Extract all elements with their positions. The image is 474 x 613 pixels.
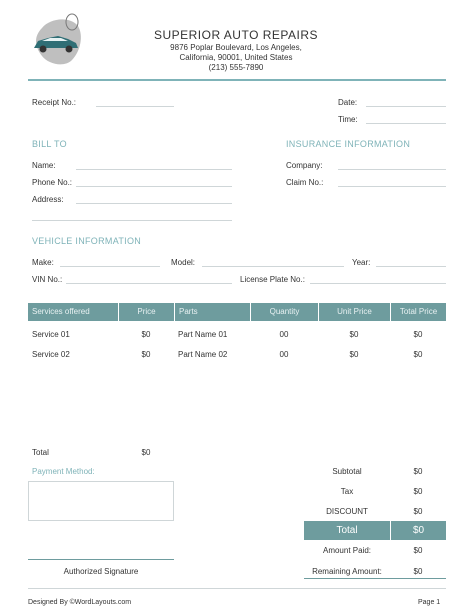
header-price: Price: [118, 303, 174, 321]
footer-designed-by: Designed By ©WordLayouts.com: [28, 599, 132, 606]
payment-method-label: Payment Method:: [32, 467, 95, 476]
tax-label: Tax: [340, 487, 354, 496]
signature-line[interactable]: [28, 559, 174, 560]
claim-number-label: Claim No.:: [286, 178, 324, 187]
row2-price: $0: [141, 350, 151, 359]
row1-part: Part Name 01: [178, 330, 228, 339]
row2-total-price: $0: [413, 350, 423, 359]
date-label: Date:: [338, 98, 358, 107]
header-total-price: Total Price: [390, 303, 446, 321]
footer-page: Page 1: [418, 599, 441, 606]
vin-field[interactable]: [66, 283, 232, 284]
remaining-amount-value: $0: [413, 567, 423, 576]
make-label: Make:: [32, 258, 54, 267]
row2-service: Service 02: [32, 350, 70, 359]
header-services: Services offered: [28, 303, 118, 321]
receipt-number-field[interactable]: [96, 106, 174, 107]
bill-address-field-2[interactable]: [32, 220, 232, 221]
model-label: Model:: [171, 258, 196, 267]
make-field[interactable]: [60, 266, 160, 267]
row2-quantity: 00: [279, 350, 289, 359]
claim-number-field[interactable]: [338, 186, 446, 187]
company-address-line2: California, 90001, United States: [179, 53, 293, 62]
amount-paid-label: Amount Paid:: [322, 546, 372, 555]
discount-label: DISCOUNT: [326, 507, 368, 516]
company-address-line1: 9876 Poplar Boulevard, Los Angeles,: [170, 43, 302, 52]
header-divider: [28, 79, 446, 81]
year-field[interactable]: [376, 266, 446, 267]
plate-label: License Plate No.:: [240, 275, 305, 284]
insurance-company-label: Company:: [286, 161, 323, 170]
discount-value: $0: [413, 507, 423, 516]
year-label: Year:: [352, 258, 371, 267]
vehicle-heading: VEHICLE INFORMATION: [32, 236, 142, 246]
date-field[interactable]: [366, 106, 446, 107]
header-parts: Parts: [174, 303, 250, 321]
insurance-heading: INSURANCE INFORMATION: [286, 139, 411, 149]
row2-part: Part Name 02: [178, 350, 228, 359]
row2-unit-price: $0: [349, 350, 359, 359]
services-total-label: Total: [32, 448, 49, 457]
row1-unit-price: $0: [349, 330, 359, 339]
remaining-underline: [304, 578, 446, 579]
receipt-number-label: Receipt No.:: [32, 98, 77, 107]
bill-address-label: Address:: [32, 195, 64, 204]
company-phone: (213) 555-7890: [208, 63, 264, 72]
bill-address-field-1[interactable]: [76, 203, 232, 204]
footer-divider: [28, 588, 446, 589]
row1-quantity: 00: [279, 330, 289, 339]
bill-name-label: Name:: [32, 161, 56, 170]
subtotal-value: $0: [413, 467, 423, 476]
plate-field[interactable]: [310, 283, 446, 284]
model-field[interactable]: [202, 266, 344, 267]
payment-method-box[interactable]: [28, 481, 174, 521]
tax-value: $0: [413, 487, 423, 496]
bill-phone-field[interactable]: [76, 186, 232, 187]
row1-price: $0: [141, 330, 151, 339]
header-quantity: Quantity: [250, 303, 318, 321]
row1-total-price: $0: [413, 330, 423, 339]
row1-service: Service 01: [32, 330, 70, 339]
vin-label: VIN No.:: [32, 275, 63, 284]
remaining-amount-label: Remaining Amount:: [312, 567, 382, 576]
bill-to-heading: BILL TO: [32, 139, 67, 149]
signature-label: Authorized Signature: [63, 567, 139, 576]
bill-phone-label: Phone No.:: [32, 178, 73, 187]
insurance-company-field[interactable]: [338, 169, 446, 170]
company-name: SUPERIOR AUTO REPAIRS: [153, 28, 319, 42]
subtotal-label: Subtotal: [332, 467, 362, 476]
bill-name-field[interactable]: [76, 169, 232, 170]
company-logo: [28, 12, 88, 68]
header-unit-price: Unit Price: [318, 303, 390, 321]
grand-total-label: Total: [304, 521, 390, 540]
grand-total-value: $0: [391, 521, 446, 540]
time-field[interactable]: [366, 123, 446, 124]
services-total-value: $0: [141, 448, 151, 457]
amount-paid-value: $0: [413, 546, 423, 555]
time-label: Time:: [338, 115, 358, 124]
